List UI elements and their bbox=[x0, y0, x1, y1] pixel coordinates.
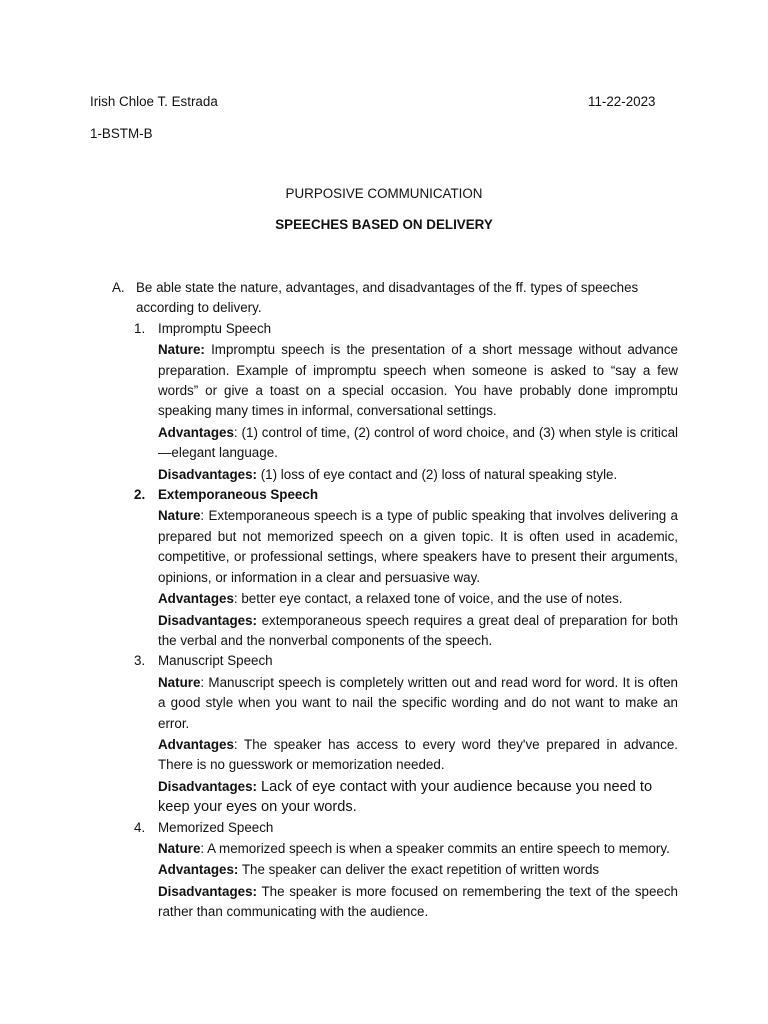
speech-title: Memorized Speech bbox=[158, 819, 274, 835]
speech-marker: 2. bbox=[134, 487, 146, 503]
advantages-text: : better eye contact, a relaxed tone of voice, and the use of notes. bbox=[233, 591, 623, 607]
topic-title: SPEECHES BASED ON DELIVERY bbox=[275, 217, 493, 232]
disadvantages-label: Disadvantages: bbox=[158, 778, 257, 794]
nature-text: : A memorized speech is when a speaker commits an entire speech to memory. bbox=[200, 840, 670, 856]
document-body bbox=[112, 278, 678, 923]
disadvantages-label: Disadvantages: bbox=[158, 466, 257, 482]
speech-impromptu bbox=[112, 319, 678, 485]
nature-label: Nature bbox=[158, 840, 201, 856]
nature-paragraph bbox=[158, 506, 678, 588]
course-title: PURPOSIVE COMMUNICATION bbox=[285, 186, 483, 201]
disadvantages-label: Disadvantages: bbox=[158, 883, 257, 899]
nature-text: : Manuscript speech is completely written out and read word for word. It is often a good style when you want to nail the specific wording and do not want to make an error. bbox=[158, 674, 678, 731]
advantages-paragraph bbox=[158, 735, 678, 776]
item-a-text: Be able state the nature, advantages, and disadvantages of the ff. types of speeches according to delivery. bbox=[136, 280, 639, 316]
nature-paragraph bbox=[158, 673, 678, 734]
nature-label: Nature bbox=[158, 508, 201, 524]
date: 11-22-2023 bbox=[588, 94, 656, 109]
advantages-paragraph bbox=[158, 589, 678, 609]
speech-memorized bbox=[112, 818, 678, 923]
speech-title: Extemporaneous Speech bbox=[158, 487, 318, 503]
advantages-text: : (1) control of time, (2) control of word choice, and (3) when style is critical—elegant language. bbox=[158, 424, 678, 461]
item-a bbox=[112, 278, 678, 319]
nature-paragraph bbox=[158, 839, 678, 859]
disadvantages-text: The speaker is more focused on remembering the text of the speech rather than communicating with the audience. bbox=[158, 883, 678, 920]
nature-text: Impromptu speech is the presentation of a short message without advance preparation. Example of impromptu speech when someone is asked to “say a few words” or give a toast on a special occasion. You have probably done impromptu speaking many times in informal, conversational settings. bbox=[158, 342, 678, 419]
speech-title: Impromptu Speech bbox=[158, 320, 272, 336]
advantages-label: Advantages bbox=[158, 591, 234, 607]
disadvantages-paragraph bbox=[158, 465, 678, 485]
advantages-paragraph bbox=[158, 423, 678, 464]
disadvantages-label: Disadvantages: bbox=[158, 612, 257, 628]
advantages-label: Advantages bbox=[158, 424, 234, 440]
nature-text: : Extemporaneous speech is a type of public speaking that involves delivering a prepared but not memorized speech on a given topic. It is often used in academic, competitive, or professional settings, where speakers have to present their arguments, opinions, or information in a clear and persuasive way. bbox=[158, 508, 678, 585]
disadvantages-text: Lack of eye contact with your audience because you need to keep your eyes on your words. bbox=[158, 778, 653, 816]
disadvantages-paragraph bbox=[158, 882, 678, 923]
nature-label: Nature bbox=[158, 674, 201, 690]
speech-marker: 3. bbox=[134, 653, 146, 669]
section: 1-BSTM-B bbox=[90, 126, 153, 141]
advantages-text: The speaker can deliver the exact repetition of written words bbox=[238, 862, 600, 878]
advantages-label: Advantages: bbox=[158, 862, 239, 878]
speech-title: Manuscript Speech bbox=[158, 653, 273, 669]
advantages-paragraph bbox=[158, 860, 678, 880]
disadvantages-text: extemporaneous speech requires a great deal of preparation for both the verbal and the nonverbal components of the speech. bbox=[158, 612, 678, 648]
speech-manuscript bbox=[112, 651, 678, 817]
speech-marker: 1. bbox=[134, 320, 146, 336]
item-a-marker: A. bbox=[112, 280, 125, 295]
student-name: Irish Chloe T. Estrada bbox=[90, 94, 218, 109]
nature-paragraph bbox=[158, 340, 678, 422]
speech-marker: 4. bbox=[134, 819, 146, 835]
speech-extemporaneous bbox=[112, 485, 678, 651]
disadvantages-paragraph bbox=[158, 611, 678, 652]
disadvantages-paragraph bbox=[158, 777, 678, 818]
nature-label: Nature: bbox=[158, 342, 205, 358]
advantages-text: : The speaker has access to every word they've prepared in advance. There is no guesswork or memorization needed. bbox=[158, 736, 678, 773]
disadvantages-text: (1) loss of eye contact and (2) loss of natural speaking style. bbox=[256, 466, 618, 482]
advantages-label: Advantages bbox=[158, 736, 234, 752]
